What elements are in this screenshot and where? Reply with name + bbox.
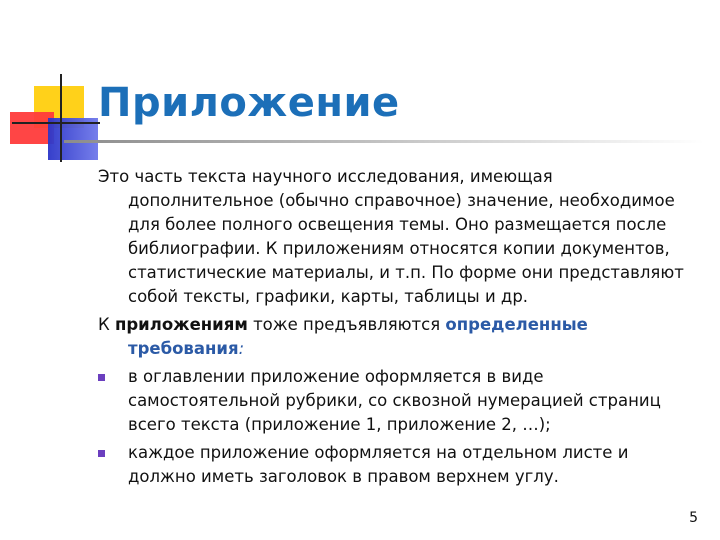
requirements-paragraph	[98, 313, 698, 361]
slide-body	[98, 165, 698, 493]
requirements-bold-word: приложениям	[114, 315, 248, 334]
intro-paragraph: Это часть текста научного исследования, имеющая дополнительное (обычно справочное) значение, необходимое для более полного освещения темы. Оно размещается после библиографии. К приложениям относятся копии документов, статистические материалы, и т.п. По форме они представляют собой тексты, графики, карты, таблицы и др.	[98, 167, 684, 306]
blue-square	[48, 118, 98, 160]
list-item	[98, 365, 698, 437]
requirements-colon: :	[238, 339, 245, 358]
list-item	[98, 441, 698, 489]
list-item-text: каждое приложение оформляется на отдельном листе и должно иметь заголовок в правом верхнем углу.	[128, 443, 629, 486]
decorative-horizontal-line	[12, 122, 100, 124]
bullet-square-icon	[98, 450, 105, 457]
requirements-prefix: К	[98, 315, 115, 334]
title-underline	[64, 140, 704, 143]
requirements-list	[98, 365, 698, 489]
decorative-squares-logo	[0, 0, 110, 170]
page-number: 5	[689, 510, 698, 526]
slide-title: Приложение	[98, 80, 400, 126]
requirements-middle: тоже предъявляются	[247, 315, 446, 334]
decorative-vertical-line	[60, 74, 62, 162]
requirements-highlight: определенные требования	[128, 315, 588, 358]
list-item-text: в оглавлении приложение оформляется в виде самостоятельной рубрики, со сквозной нумерацией страниц всего текста (приложение 1, приложение 2, …);	[128, 367, 661, 434]
bullet-square-icon	[98, 374, 105, 381]
